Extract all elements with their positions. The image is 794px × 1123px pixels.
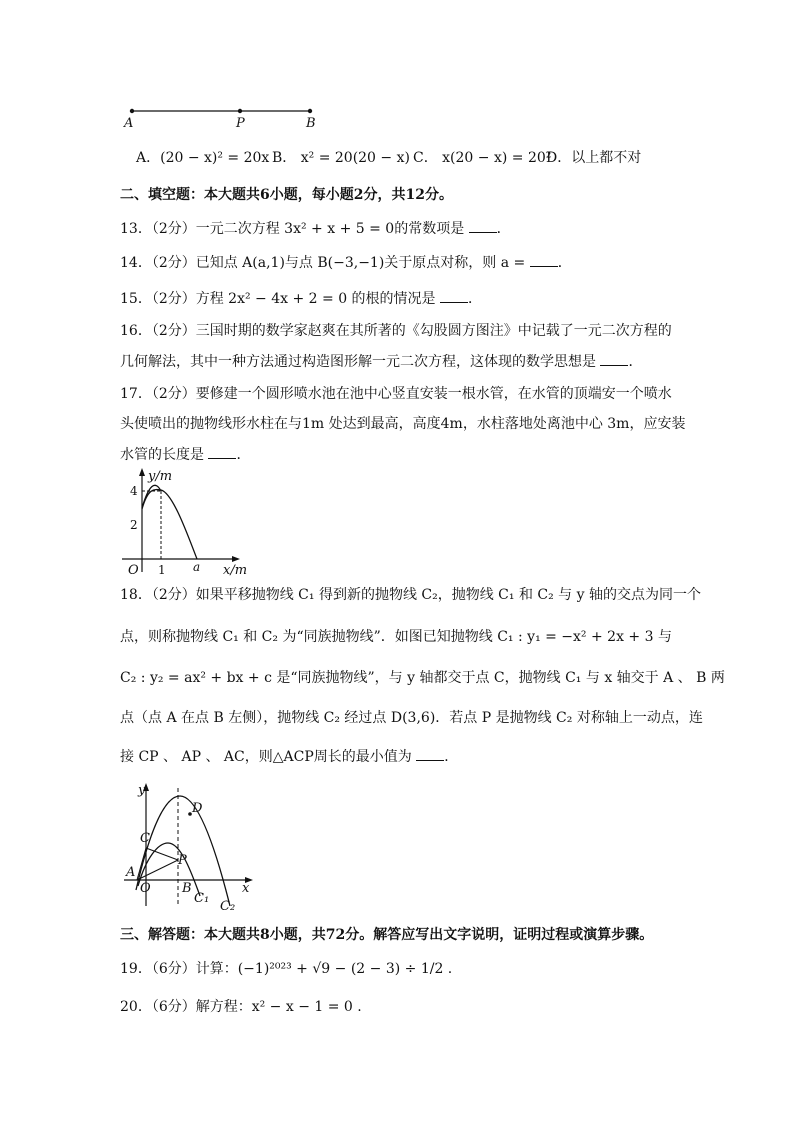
q18-line1: 18．（2分）如果平移抛物线 C₁ 得到新的抛物线 C₂，抛物线 C₁ 和 C₂ 与 y 轴的交点为同一个: [120, 587, 701, 603]
figure-17: [118, 466, 258, 578]
q18-line3: C₂ : y₂ = ax² + bx + c 是“同族抛物线”，与 y 轴都交于点 C，抛物线 C₁ 与 x 轴交于 A 、 B 两: [120, 670, 725, 686]
fig17-x-label: x/m: [223, 563, 248, 578]
fig18-c1: C₁: [194, 891, 210, 906]
fig18-b: B: [182, 881, 192, 896]
label-p: P: [236, 116, 245, 130]
fig17-tick-2: 2: [130, 518, 138, 532]
q18-line5: 接 CP 、 AP 、 AC，则△ACP周长的最小值为 ．: [120, 749, 459, 765]
q17-line3: 水管的长度是 ．: [120, 447, 251, 463]
fig18-d: D: [192, 801, 203, 816]
figure-18: [118, 778, 260, 912]
fig17-tick-a: a: [193, 560, 201, 574]
label-a: A: [124, 116, 134, 130]
segment-figure: [120, 100, 330, 130]
fig17-y-label: y/m: [148, 469, 173, 484]
fig17-tick-1: 1: [158, 563, 166, 577]
q16-line1: 16．（2分）三国时期的数学家赵爽在其所著的《勾股圆方图注》中记载了一元二次方程的: [120, 323, 672, 339]
fig18-x: x: [242, 881, 250, 896]
q17-line2: 头使喷出的抛物线形水柱在与1m 处达到最高，高度4m，水柱落地处离池中心 3m，应安装: [120, 416, 686, 432]
q13: 13．（2分）一元二次方程 3x² + x + 5 = 0的常数项是 ．: [120, 221, 511, 237]
label-b: B: [306, 116, 316, 130]
q18-line4: 点（点 A 在点 B 左侧），抛物线 C₂ 经过点 D(3,6)．若点 P 是抛物线 C₂ 对称轴上一动点，连: [120, 710, 703, 726]
fig18-o: O: [140, 881, 151, 896]
fig18-y: y: [138, 783, 146, 798]
q14: 14．（2分）已知点 A(a,1)与点 B(−3,−1)关于原点对称，则 a = ．: [120, 255, 572, 271]
option-b: B． x² = 20(20 − x): [272, 150, 410, 166]
fig18-p: P: [178, 853, 187, 868]
q15: 15．（2分）方程 2x² − 4x + 2 = 0 的根的情况是 ．: [120, 291, 482, 307]
option-c: C． x(20 − x) = 20²: [413, 150, 552, 166]
fig17-origin: O: [128, 563, 139, 578]
option-d: D．以上都不对: [546, 150, 642, 166]
fig17-tick-4: 4: [130, 484, 138, 498]
q19: 19．（6分）计算：(−1)²⁰²³ + √9 − (2 − 3) ÷ 1/2 .: [120, 961, 453, 977]
option-a: A．(20 − x)² = 20x: [136, 150, 270, 166]
section2-title: 二、填空题：本大题共6小题，每小题2分，共12分。: [120, 187, 453, 203]
q18-line2: 点，则称抛物线 C₁ 和 C₂ 为“同族抛物线”．如图已知抛物线 C₁ : y₁ = −x² + 2x + 3 与: [120, 629, 672, 645]
section3-title: 三、解答题：本大题共8小题，共72分。解答应写出文字说明，证明过程或演算步骤。: [120, 927, 654, 943]
q16-line2: 几何解法，其中一种方法通过构造图形解一元二次方程，这体现的数学思想是 ．: [120, 354, 643, 370]
fig18-a: A: [126, 865, 136, 880]
fig18-c2: C₂: [220, 899, 236, 912]
q20: 20．（6分）解方程：x² − x − 1 = 0 .: [120, 999, 362, 1015]
fig18-c: C: [140, 831, 150, 846]
q17-line1: 17．（2分）要修建一个圆形喷水池在池中心竖直安装一根水管，在水管的顶端安一个喷水: [120, 386, 672, 402]
